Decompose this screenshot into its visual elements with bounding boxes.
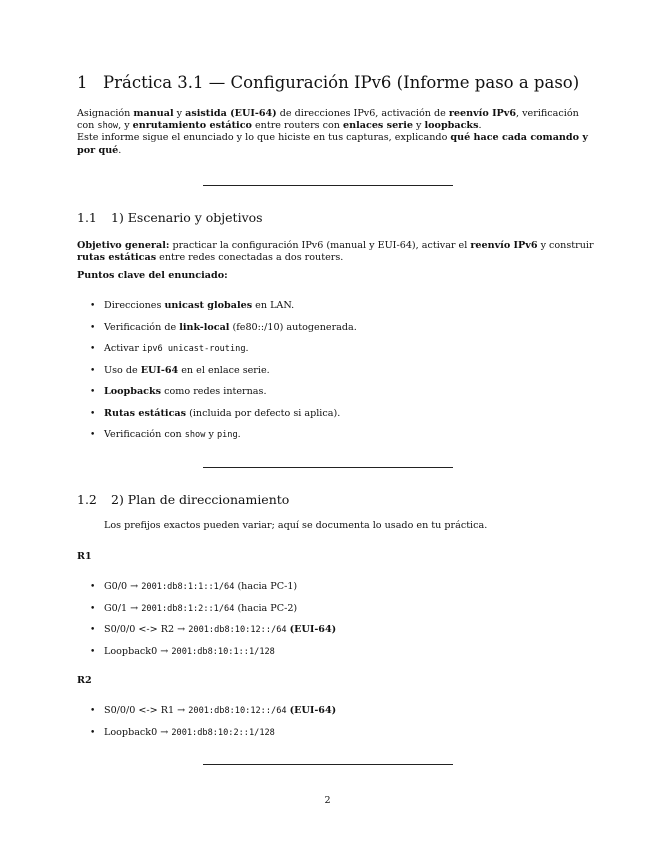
r2-address-list xyxy=(90,705,580,739)
list-item: • Verificación con show y ping. xyxy=(90,429,241,440)
list-item: • G0/0 → 2001:db8:1:1::1/64 (hacia PC-1) xyxy=(90,581,298,592)
key-points-list xyxy=(90,300,580,441)
list-item: • Loopback0 → 2001:db8:10:1::1/128 xyxy=(90,645,275,657)
list-item: • Uso de EUI-64 en el enlace serie. xyxy=(90,364,270,376)
intro-paragraph: Asignación manual y asistida (EUI-64) de direcciones IPv6, activación de reenvío IPv6, verificación con show, y enrutamiento estático entre routers con enlaces serie y loopbacks. Este informe sigue el enunciado y lo que hiciste en tus capturas, explicando qué hace cada comando y por qué. xyxy=(77,108,588,156)
horizontal-rule xyxy=(203,467,453,468)
r1-address-list xyxy=(90,581,580,658)
list-item: • Activar ipv6 unicast-routing. xyxy=(90,343,249,354)
list-item: • Loopbacks como redes internas. xyxy=(90,386,267,397)
horizontal-rule xyxy=(203,185,453,186)
list-item: • Verificación de link-local (fe80::/10) autogenerada. xyxy=(90,321,357,333)
list-item: • Direcciones unicast globales en LAN. xyxy=(90,300,295,311)
router-label-r2: R2 xyxy=(77,675,92,686)
horizontal-rule xyxy=(203,764,453,765)
section-heading xyxy=(77,73,579,92)
list-item: • S0/0/0 <-> R1 → 2001:db8:10:12::/64 (EUI-64) xyxy=(90,705,337,716)
router-label-r1: R1 xyxy=(77,551,92,562)
page-number: 2 xyxy=(324,795,331,806)
objective-paragraph: Objetivo general: practicar la configuración IPv6 (manual y EUI-64), activar el reenvío IPv6 y construir rutas estáticas entre redes conectadas a dos routers. xyxy=(77,240,594,264)
addressing-note: Los prefijos exactos pueden variar; aquí se documenta lo usado en tu práctica. xyxy=(104,520,488,531)
section-title: Práctica 3.1 — Configuración IPv6 (Informe paso a paso) xyxy=(103,73,580,92)
subsection-heading-addressing: 1.2 2) Plan de direccionamiento xyxy=(77,492,290,507)
key-points-title: Puntos clave del enunciado: xyxy=(77,270,228,281)
section-number: 1 xyxy=(77,73,88,92)
list-item: • S0/0/0 <-> R2 → 2001:db8:10:12::/64 (EUI-64) xyxy=(90,624,337,635)
list-item: • Loopback0 → 2001:db8:10:2::1/128 xyxy=(90,726,275,738)
list-item: • G0/1 → 2001:db8:1:2::1/64 (hacia PC-2) xyxy=(90,602,298,614)
list-item: • Rutas estáticas (incluida por defecto si aplica). xyxy=(90,407,341,419)
subsection-heading-scenario: 1.1 1) Escenario y objetivos xyxy=(77,210,263,225)
